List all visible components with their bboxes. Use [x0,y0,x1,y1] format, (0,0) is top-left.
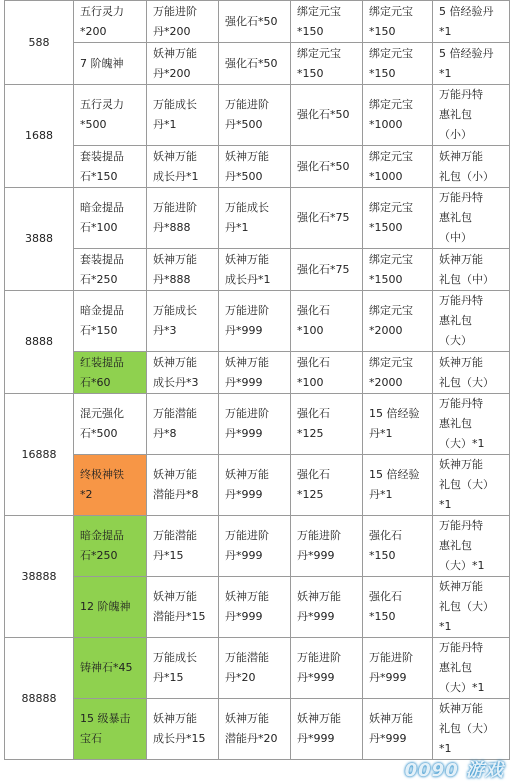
tier-amount-cell: 1688 [5,85,74,188]
reward-cell-currency-or-item: 绑定元宝 *1000 [363,146,433,188]
reward-cell-item-a: 妖神万能 成长丹*3 [147,352,219,394]
reward-cell-gift-pack: 5 倍经验丹 *1 [433,43,510,85]
reward-cell-gift-pack: 万能丹特 惠礼包 （中） [433,188,510,249]
reward-cell-item-a: 妖神万能 丹*888 [147,249,219,291]
reward-cell-material: 15 级暴击 宝石 [74,699,147,760]
reward-cell-item-b: 万能进阶 丹*999 [219,516,291,577]
table-row [5,1,510,43]
table-row [5,394,510,455]
reward-cell-material: 红装提品 石*60 [74,352,147,394]
reward-cell-currency-or-item: 强化石 *150 [363,516,433,577]
reward-cell-item-a: 妖神万能 成长丹*1 [147,146,219,188]
tier-amount-cell: 3888 [5,188,74,291]
reward-cell-gift-pack: 妖神万能 礼包（中） [433,249,510,291]
table-row [5,146,510,188]
reward-cell-gift-pack: 妖神万能 礼包（大） [433,352,510,394]
reward-cell-material: 暗金提品 石*100 [74,188,147,249]
reward-cell-item-c: 绑定元宝 *150 [291,43,363,85]
reward-cell-item-b: 妖神万能 丹*999 [219,352,291,394]
table-row [5,516,510,577]
reward-cell-currency-or-item: 绑定元宝 *150 [363,43,433,85]
reward-cell-gift-pack: 5 倍经验丹 *1 [433,1,510,43]
reward-cell-gift-pack: 万能丹特 惠礼包 （大）*1 [433,516,510,577]
reward-cell-item-c: 强化石 *100 [291,352,363,394]
reward-cell-item-c: 强化石 *100 [291,291,363,352]
reward-cell-material: 五行灵力 *500 [74,85,147,146]
reward-cell-currency-or-item: 绑定元宝 *2000 [363,352,433,394]
tier-amount-cell: 588 [5,1,74,85]
reward-cell-item-b: 妖神万能 丹*500 [219,146,291,188]
table-row [5,638,510,699]
reward-cell-item-a: 妖神万能 丹*200 [147,43,219,85]
table-row [5,352,510,394]
tier-amount-cell: 8888 [5,291,74,394]
reward-cell-currency-or-item: 绑定元宝 *1500 [363,249,433,291]
reward-cell-material: 铸神石*45 [74,638,147,699]
tier-amount-cell: 16888 [5,394,74,516]
reward-cell-currency-or-item: 15 倍经验 丹*1 [363,394,433,455]
reward-cell-item-b: 万能潜能 丹*20 [219,638,291,699]
reward-cell-item-a: 万能成长 丹*3 [147,291,219,352]
reward-cell-material: 7 阶魄神 [74,43,147,85]
reward-cell-gift-pack: 妖神万能 礼包（大） *1 [433,577,510,638]
reward-cell-item-c: 妖神万能 丹*999 [291,699,363,760]
reward-cell-item-b: 万能进阶 丹*999 [219,394,291,455]
reward-cell-currency-or-item: 绑定元宝 *2000 [363,291,433,352]
reward-cell-item-b: 万能进阶 丹*999 [219,291,291,352]
reward-cell-currency-or-item: 万能进阶 丹*999 [363,638,433,699]
reward-cell-item-a: 万能潜能 丹*15 [147,516,219,577]
reward-cell-item-c: 强化石*75 [291,249,363,291]
reward-cell-item-a: 万能成长 丹*15 [147,638,219,699]
reward-cell-item-c: 万能进阶 丹*999 [291,516,363,577]
reward-cell-material: 混元强化 石*500 [74,394,147,455]
reward-cell-item-b: 强化石*50 [219,43,291,85]
reward-cell-material: 暗金提品 石*250 [74,516,147,577]
reward-cell-item-b: 妖神万能 丹*999 [219,455,291,516]
reward-cell-material: 暗金提品 石*150 [74,291,147,352]
table-row [5,577,510,638]
tier-amount-cell: 88888 [5,638,74,760]
reward-cell-item-b: 妖神万能 丹*999 [219,577,291,638]
reward-cell-item-a: 万能进阶 丹*888 [147,188,219,249]
reward-cell-gift-pack: 妖神万能 礼包（大） *1 [433,699,510,760]
reward-cell-material: 套装提品 石*150 [74,146,147,188]
reward-cell-gift-pack: 万能丹特 惠礼包 （大）*1 [433,638,510,699]
reward-table [4,0,510,760]
reward-cell-item-b: 强化石*50 [219,1,291,43]
table-row [5,188,510,249]
reward-cell-material: 套装提品 石*250 [74,249,147,291]
reward-cell-item-a: 妖神万能 潜能丹*8 [147,455,219,516]
site-watermark: 0090 游戏 [404,760,504,781]
reward-cell-item-a: 万能进阶 丹*200 [147,1,219,43]
reward-cell-item-c: 强化石 *125 [291,455,363,516]
reward-cell-item-a: 妖神万能 成长丹*15 [147,699,219,760]
reward-cell-gift-pack: 万能丹特 惠礼包 （大）*1 [433,394,510,455]
reward-cell-item-b: 万能成长 丹*1 [219,188,291,249]
table-row [5,291,510,352]
reward-cell-item-b: 妖神万能 成长丹*1 [219,249,291,291]
reward-cell-gift-pack: 万能丹特 惠礼包 （小） [433,85,510,146]
table-row [5,43,510,85]
reward-cell-item-c: 万能进阶 丹*999 [291,638,363,699]
reward-cell-material: 12 阶魄神 [74,577,147,638]
table-row [5,699,510,760]
reward-cell-material: 终极神铁 *2 [74,455,147,516]
table-row [5,85,510,146]
reward-cell-currency-or-item: 绑定元宝 *1000 [363,85,433,146]
reward-cell-item-a: 万能潜能 丹*8 [147,394,219,455]
reward-cell-item-c: 强化石 *125 [291,394,363,455]
reward-cell-item-a: 万能成长 丹*1 [147,85,219,146]
reward-cell-currency-or-item: 15 倍经验 丹*1 [363,455,433,516]
reward-cell-gift-pack: 妖神万能 礼包（大） *1 [433,455,510,516]
reward-cell-item-c: 妖神万能 丹*999 [291,577,363,638]
table-row [5,455,510,516]
reward-cell-item-c: 强化石*75 [291,188,363,249]
reward-cell-currency-or-item: 绑定元宝 *1500 [363,188,433,249]
reward-cell-material: 五行灵力 *200 [74,1,147,43]
reward-cell-currency-or-item: 妖神万能 丹*999 [363,699,433,760]
reward-cell-currency-or-item: 强化石 *150 [363,577,433,638]
table-row [5,249,510,291]
reward-cell-item-b: 妖神万能 潜能丹*20 [219,699,291,760]
reward-cell-gift-pack: 妖神万能 礼包（小） [433,146,510,188]
reward-cell-item-b: 万能进阶 丹*500 [219,85,291,146]
reward-cell-item-c: 强化石*50 [291,146,363,188]
tier-amount-cell: 38888 [5,516,74,638]
reward-cell-currency-or-item: 绑定元宝 *150 [363,1,433,43]
reward-cell-item-c: 强化石*50 [291,85,363,146]
reward-cell-item-c: 绑定元宝 *150 [291,1,363,43]
reward-cell-item-a: 妖神万能 潜能丹*15 [147,577,219,638]
reward-cell-gift-pack: 万能丹特 惠礼包 （大） [433,291,510,352]
